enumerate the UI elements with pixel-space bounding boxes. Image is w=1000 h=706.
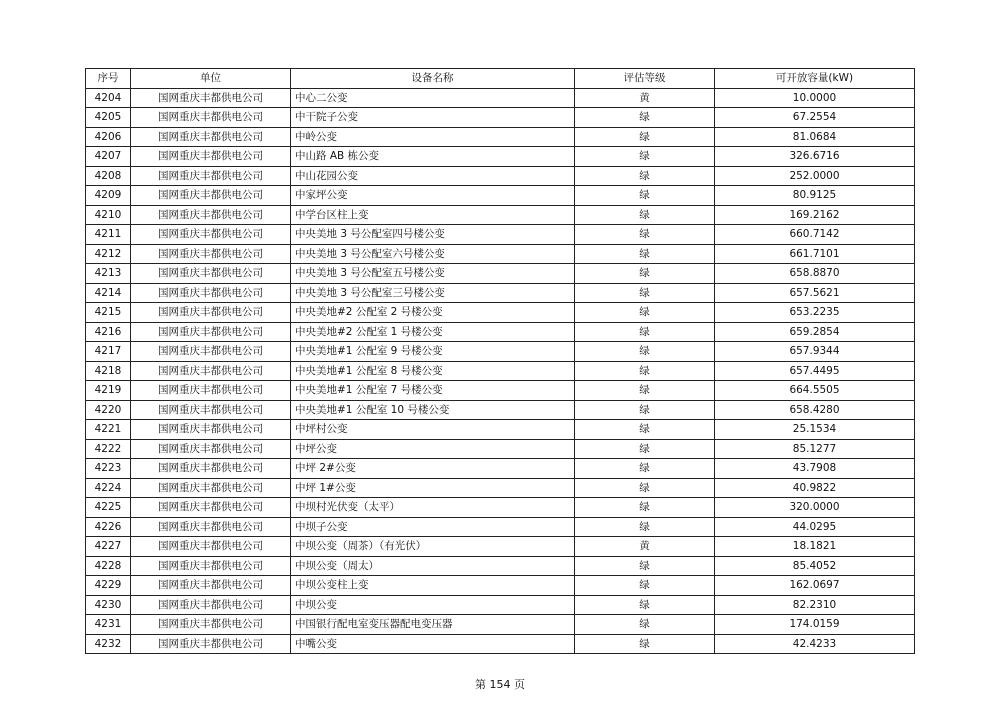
cell-unit: 国网重庆丰都供电公司 xyxy=(131,556,291,576)
capacity-table xyxy=(85,68,915,654)
table-row xyxy=(86,381,915,401)
capacity-table-container xyxy=(85,68,914,654)
cell-rating: 绿 xyxy=(575,244,715,264)
table-row xyxy=(86,595,915,615)
cell-unit: 国网重庆丰都供电公司 xyxy=(131,244,291,264)
table-row xyxy=(86,303,915,323)
cell-rating: 绿 xyxy=(575,498,715,518)
table-row xyxy=(86,127,915,147)
cell-open-capacity: 657.4495 xyxy=(715,361,915,381)
cell-device-name: 中央美地#2 公配室 2 号楼公变 xyxy=(291,303,575,323)
cell-device-name: 中坝村光伏变（太平） xyxy=(291,498,575,518)
cell-rating: 绿 xyxy=(575,439,715,459)
cell-rating: 绿 xyxy=(575,615,715,635)
table-row xyxy=(86,205,915,225)
cell-rating: 绿 xyxy=(575,225,715,245)
cell-unit: 国网重庆丰都供电公司 xyxy=(131,615,291,635)
cell-unit: 国网重庆丰都供电公司 xyxy=(131,459,291,479)
cell-unit: 国网重庆丰都供电公司 xyxy=(131,439,291,459)
cell-unit: 国网重庆丰都供电公司 xyxy=(131,147,291,167)
cell-seq: 4231 xyxy=(86,615,131,635)
table-row xyxy=(86,244,915,264)
cell-seq: 4207 xyxy=(86,147,131,167)
cell-seq: 4210 xyxy=(86,205,131,225)
cell-seq: 4218 xyxy=(86,361,131,381)
cell-unit: 国网重庆丰都供电公司 xyxy=(131,108,291,128)
cell-device-name: 中山路 AB 栋公变 xyxy=(291,147,575,167)
cell-seq: 4205 xyxy=(86,108,131,128)
cell-device-name: 中央美地 3 号公配室四号楼公变 xyxy=(291,225,575,245)
cell-seq: 4223 xyxy=(86,459,131,479)
table-row xyxy=(86,576,915,596)
cell-device-name: 中坪 1#公变 xyxy=(291,478,575,498)
cell-seq: 4211 xyxy=(86,225,131,245)
cell-open-capacity: 657.9344 xyxy=(715,342,915,362)
table-row xyxy=(86,186,915,206)
table-row xyxy=(86,634,915,654)
cell-device-name: 中心二公变 xyxy=(291,88,575,108)
cell-unit: 国网重庆丰都供电公司 xyxy=(131,264,291,284)
cell-unit: 国网重庆丰都供电公司 xyxy=(131,498,291,518)
cell-unit: 国网重庆丰都供电公司 xyxy=(131,186,291,206)
cell-open-capacity: 326.6716 xyxy=(715,147,915,167)
cell-seq: 4229 xyxy=(86,576,131,596)
cell-device-name: 中央美地#1 公配室 8 号楼公变 xyxy=(291,361,575,381)
cell-rating: 绿 xyxy=(575,166,715,186)
cell-device-name: 中家坪公变 xyxy=(291,186,575,206)
cell-unit: 国网重庆丰都供电公司 xyxy=(131,381,291,401)
cell-open-capacity: 18.1821 xyxy=(715,537,915,557)
cell-open-capacity: 664.5505 xyxy=(715,381,915,401)
cell-seq: 4221 xyxy=(86,420,131,440)
cell-device-name: 中坪村公变 xyxy=(291,420,575,440)
cell-unit: 国网重庆丰都供电公司 xyxy=(131,420,291,440)
cell-unit: 国网重庆丰都供电公司 xyxy=(131,634,291,654)
cell-device-name: 中央美地 3 号公配室五号楼公变 xyxy=(291,264,575,284)
cell-unit: 国网重庆丰都供电公司 xyxy=(131,127,291,147)
cell-seq: 4232 xyxy=(86,634,131,654)
cell-device-name: 中央美地#1 公配室 10 号楼公变 xyxy=(291,400,575,420)
cell-unit: 国网重庆丰都供电公司 xyxy=(131,88,291,108)
table-row xyxy=(86,517,915,537)
cell-device-name: 中坝公变柱上变 xyxy=(291,576,575,596)
table-row xyxy=(86,147,915,167)
cell-rating: 绿 xyxy=(575,147,715,167)
table-row xyxy=(86,537,915,557)
header-unit: 单位 xyxy=(131,69,291,89)
cell-open-capacity: 80.9125 xyxy=(715,186,915,206)
cell-device-name: 中央美地 3 号公配室六号楼公变 xyxy=(291,244,575,264)
cell-unit: 国网重庆丰都供电公司 xyxy=(131,517,291,537)
table-row xyxy=(86,283,915,303)
cell-unit: 国网重庆丰都供电公司 xyxy=(131,478,291,498)
cell-seq: 4228 xyxy=(86,556,131,576)
table-row xyxy=(86,556,915,576)
table-body xyxy=(86,88,915,654)
cell-open-capacity: 174.0159 xyxy=(715,615,915,635)
cell-rating: 绿 xyxy=(575,303,715,323)
cell-device-name: 中央美地#1 公配室 9 号楼公变 xyxy=(291,342,575,362)
cell-open-capacity: 657.5621 xyxy=(715,283,915,303)
table-row xyxy=(86,400,915,420)
cell-device-name: 中坪公变 xyxy=(291,439,575,459)
cell-rating: 绿 xyxy=(575,517,715,537)
cell-device-name: 中坪 2#公变 xyxy=(291,459,575,479)
cell-device-name: 中坝公变 xyxy=(291,595,575,615)
cell-seq: 4222 xyxy=(86,439,131,459)
cell-rating: 绿 xyxy=(575,361,715,381)
table-row xyxy=(86,166,915,186)
table-header-row xyxy=(86,69,915,89)
cell-rating: 绿 xyxy=(575,459,715,479)
cell-open-capacity: 169.2162 xyxy=(715,205,915,225)
cell-open-capacity: 252.0000 xyxy=(715,166,915,186)
cell-seq: 4208 xyxy=(86,166,131,186)
table-row xyxy=(86,615,915,635)
cell-rating: 黄 xyxy=(575,537,715,557)
cell-rating: 绿 xyxy=(575,381,715,401)
cell-open-capacity: 653.2235 xyxy=(715,303,915,323)
cell-unit: 国网重庆丰都供电公司 xyxy=(131,576,291,596)
cell-seq: 4219 xyxy=(86,381,131,401)
cell-rating: 绿 xyxy=(575,400,715,420)
page-number: 第 154 页 xyxy=(475,678,525,691)
table-row xyxy=(86,322,915,342)
cell-open-capacity: 658.8870 xyxy=(715,264,915,284)
table-row xyxy=(86,459,915,479)
cell-device-name: 中坝子公变 xyxy=(291,517,575,537)
cell-seq: 4225 xyxy=(86,498,131,518)
cell-device-name: 中央美地#2 公配室 1 号楼公变 xyxy=(291,322,575,342)
cell-unit: 国网重庆丰都供电公司 xyxy=(131,361,291,381)
cell-open-capacity: 81.0684 xyxy=(715,127,915,147)
cell-open-capacity: 40.9822 xyxy=(715,478,915,498)
cell-open-capacity: 85.4052 xyxy=(715,556,915,576)
table-row xyxy=(86,361,915,381)
cell-open-capacity: 661.7101 xyxy=(715,244,915,264)
cell-rating: 绿 xyxy=(575,595,715,615)
cell-seq: 4212 xyxy=(86,244,131,264)
table-row xyxy=(86,342,915,362)
cell-unit: 国网重庆丰都供电公司 xyxy=(131,595,291,615)
cell-rating: 绿 xyxy=(575,478,715,498)
table-row xyxy=(86,108,915,128)
cell-device-name: 中山花园公变 xyxy=(291,166,575,186)
cell-unit: 国网重庆丰都供电公司 xyxy=(131,342,291,362)
cell-open-capacity: 25.1534 xyxy=(715,420,915,440)
cell-open-capacity: 67.2554 xyxy=(715,108,915,128)
cell-open-capacity: 658.4280 xyxy=(715,400,915,420)
table-row xyxy=(86,420,915,440)
cell-open-capacity: 659.2854 xyxy=(715,322,915,342)
cell-unit: 国网重庆丰都供电公司 xyxy=(131,166,291,186)
cell-device-name: 中坝公变（周茶）（有光伏） xyxy=(291,537,575,557)
cell-seq: 4214 xyxy=(86,283,131,303)
table-row xyxy=(86,225,915,245)
cell-rating: 黄 xyxy=(575,88,715,108)
cell-rating: 绿 xyxy=(575,205,715,225)
cell-seq: 4217 xyxy=(86,342,131,362)
cell-seq: 4215 xyxy=(86,303,131,323)
cell-device-name: 中学台区柱上变 xyxy=(291,205,575,225)
cell-rating: 绿 xyxy=(575,556,715,576)
cell-rating: 绿 xyxy=(575,186,715,206)
cell-seq: 4226 xyxy=(86,517,131,537)
cell-unit: 国网重庆丰都供电公司 xyxy=(131,322,291,342)
cell-seq: 4220 xyxy=(86,400,131,420)
cell-rating: 绿 xyxy=(575,576,715,596)
cell-open-capacity: 85.1277 xyxy=(715,439,915,459)
cell-seq: 4209 xyxy=(86,186,131,206)
cell-unit: 国网重庆丰都供电公司 xyxy=(131,225,291,245)
cell-rating: 绿 xyxy=(575,420,715,440)
cell-unit: 国网重庆丰都供电公司 xyxy=(131,537,291,557)
cell-rating: 绿 xyxy=(575,283,715,303)
cell-unit: 国网重庆丰都供电公司 xyxy=(131,283,291,303)
cell-open-capacity: 43.7908 xyxy=(715,459,915,479)
header-seq: 序号 xyxy=(86,69,131,89)
cell-open-capacity: 10.0000 xyxy=(715,88,915,108)
table-row xyxy=(86,498,915,518)
header-rating: 评估等级 xyxy=(575,69,715,89)
table-row xyxy=(86,439,915,459)
cell-seq: 4224 xyxy=(86,478,131,498)
cell-rating: 绿 xyxy=(575,108,715,128)
cell-open-capacity: 660.7142 xyxy=(715,225,915,245)
cell-rating: 绿 xyxy=(575,264,715,284)
cell-device-name: 中干院子公变 xyxy=(291,108,575,128)
table-row xyxy=(86,478,915,498)
cell-device-name: 中国银行配电室变压器配电变压器 xyxy=(291,615,575,635)
header-device-name: 设备名称 xyxy=(291,69,575,89)
table-row xyxy=(86,264,915,284)
cell-unit: 国网重庆丰都供电公司 xyxy=(131,205,291,225)
cell-device-name: 中嘴公变 xyxy=(291,634,575,654)
cell-open-capacity: 42.4233 xyxy=(715,634,915,654)
cell-device-name: 中央美地 3 号公配室三号楼公变 xyxy=(291,283,575,303)
header-open-capacity: 可开放容量(kW) xyxy=(715,69,915,89)
cell-seq: 4216 xyxy=(86,322,131,342)
cell-rating: 绿 xyxy=(575,342,715,362)
cell-rating: 绿 xyxy=(575,634,715,654)
cell-open-capacity: 320.0000 xyxy=(715,498,915,518)
cell-rating: 绿 xyxy=(575,322,715,342)
cell-open-capacity: 162.0697 xyxy=(715,576,915,596)
cell-device-name: 中岭公变 xyxy=(291,127,575,147)
cell-unit: 国网重庆丰都供电公司 xyxy=(131,303,291,323)
cell-rating: 绿 xyxy=(575,127,715,147)
cell-open-capacity: 44.0295 xyxy=(715,517,915,537)
cell-open-capacity: 82.2310 xyxy=(715,595,915,615)
table-row xyxy=(86,88,915,108)
cell-seq: 4213 xyxy=(86,264,131,284)
cell-unit: 国网重庆丰都供电公司 xyxy=(131,400,291,420)
cell-seq: 4227 xyxy=(86,537,131,557)
cell-seq: 4230 xyxy=(86,595,131,615)
cell-seq: 4204 xyxy=(86,88,131,108)
cell-seq: 4206 xyxy=(86,127,131,147)
cell-device-name: 中坝公变（周太） xyxy=(291,556,575,576)
cell-device-name: 中央美地#1 公配室 7 号楼公变 xyxy=(291,381,575,401)
